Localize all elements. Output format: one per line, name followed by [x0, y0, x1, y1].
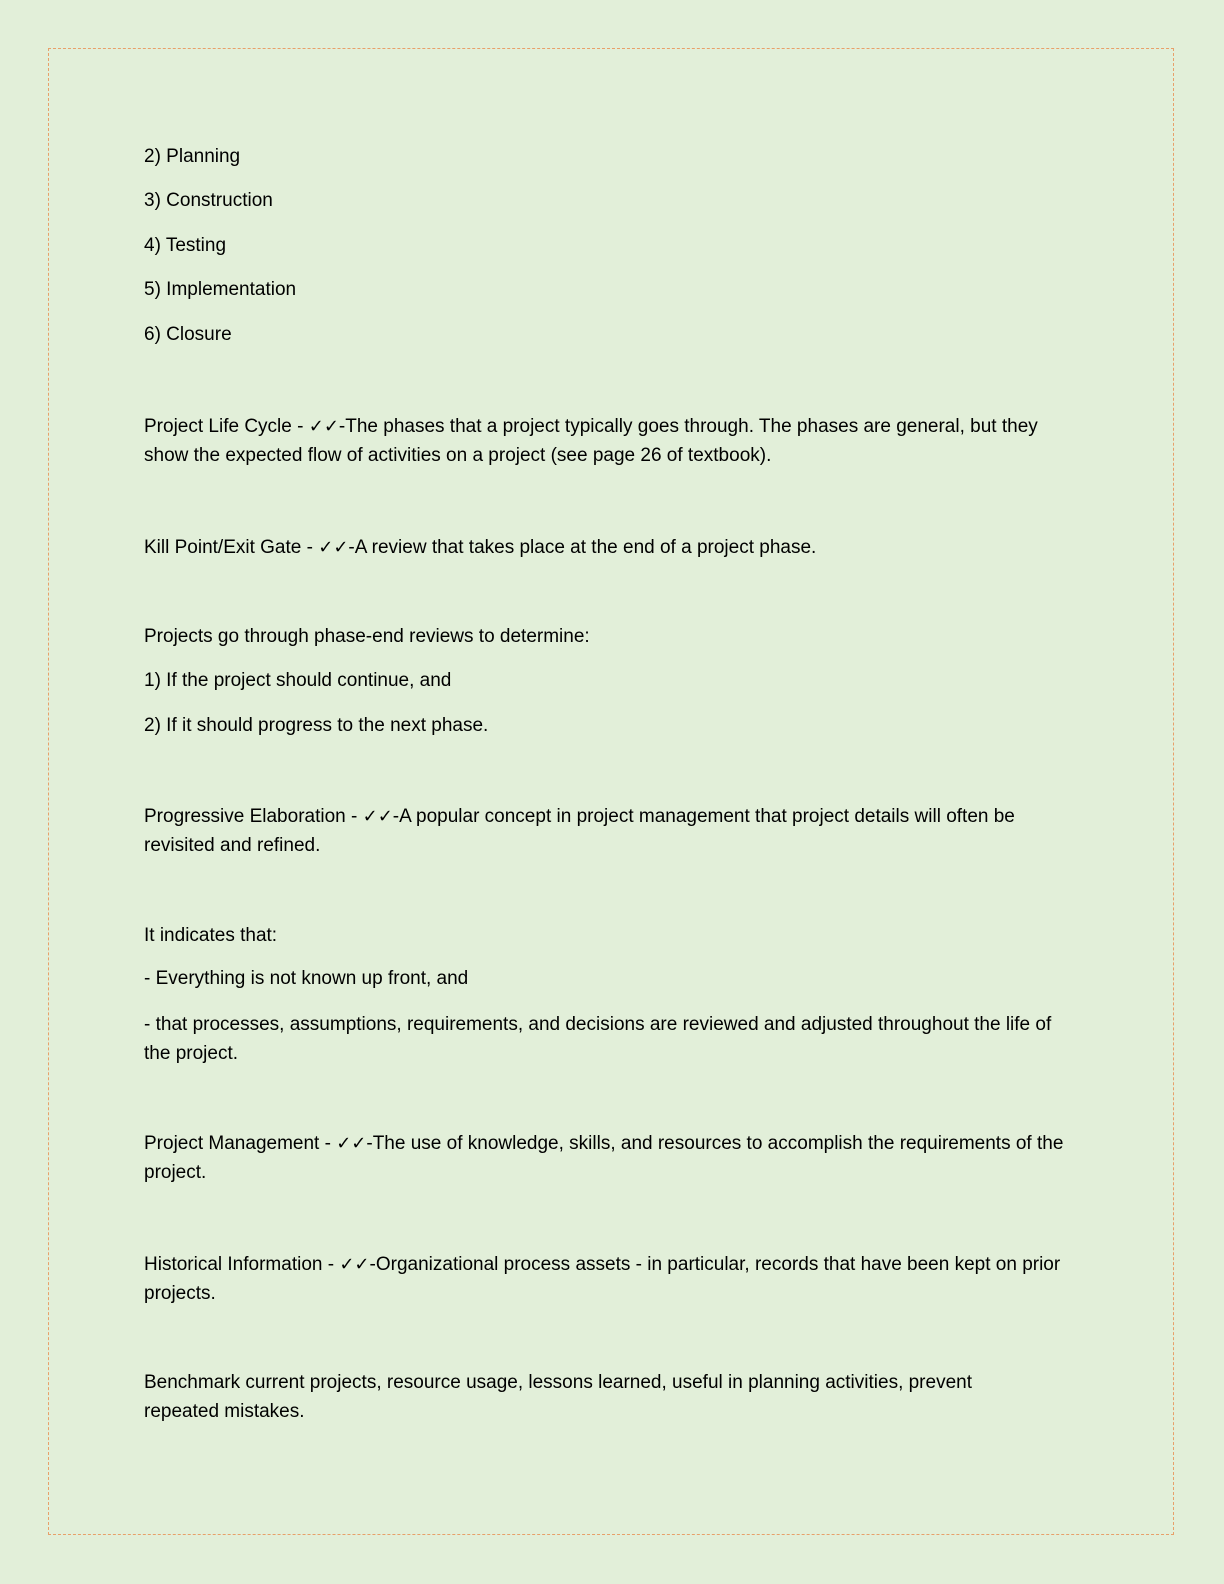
term-definition: -Organizational process assets - in particular, records that have been kept on prior projects. — [144, 1254, 1061, 1304]
benchmark-text: Benchmark current projects, resource usage, lessons learned, useful in planning activities, prevent repeated mistakes. — [144, 1372, 972, 1422]
phase-reviews-item-2: 2) If it should progress to the next phase. — [144, 715, 489, 736]
term-label: Project Life Cycle - — [144, 416, 309, 437]
list-item-closure: 6) Closure — [144, 324, 232, 345]
double-check-icon: ✓✓ — [339, 1254, 370, 1275]
list-item-planning: 2) Planning — [144, 146, 241, 167]
phase-reviews-intro: Projects go through phase-end reviews to determine: — [144, 626, 590, 647]
term-historical-information — [144, 1250, 1079, 1308]
term-definition: -The phases that a project typically goes through. The phases are general, but they show the expected flow of activities on a project (see page 26 of textbook). — [144, 416, 1038, 466]
list-item-implementation: 5) Implementation — [144, 279, 297, 300]
term-project-life-cycle — [144, 412, 1054, 470]
double-check-icon: ✓✓ — [318, 537, 349, 558]
term-label: Project Management - — [144, 1133, 337, 1154]
term-progressive-elaboration — [144, 802, 1054, 860]
term-label: Kill Point/Exit Gate - — [144, 537, 319, 558]
page-border — [48, 48, 1174, 1535]
double-check-icon: ✓✓ — [362, 806, 393, 827]
term-project-management — [144, 1129, 1069, 1187]
term-kill-point — [144, 533, 1084, 562]
term-label: Historical Information - — [144, 1254, 340, 1275]
indicates-item-1: - Everything is not known up front, and — [144, 968, 469, 989]
term-definition: -The use of knowledge, skills, and resources to accomplish the requirements of the project. — [144, 1133, 1064, 1183]
term-definition: -A review that takes place at the end of a project phase. — [348, 537, 817, 558]
double-check-icon: ✓✓ — [336, 1133, 367, 1154]
list-item-construction: 3) Construction — [144, 190, 273, 211]
term-label: Progressive Elaboration - — [144, 806, 363, 827]
phase-reviews-item-1: 1) If the project should continue, and — [144, 670, 452, 691]
indicates-item-2: - that processes, assumptions, requirements, and decisions are reviewed and adjusted throughout the life of the project. — [144, 1014, 1052, 1064]
list-item-testing: 4) Testing — [144, 235, 227, 256]
double-check-icon: ✓✓ — [308, 416, 339, 437]
indicates-intro: It indicates that: — [144, 925, 278, 946]
term-definition: -A popular concept in project management that project details will often be revisited and refined. — [144, 806, 1015, 856]
